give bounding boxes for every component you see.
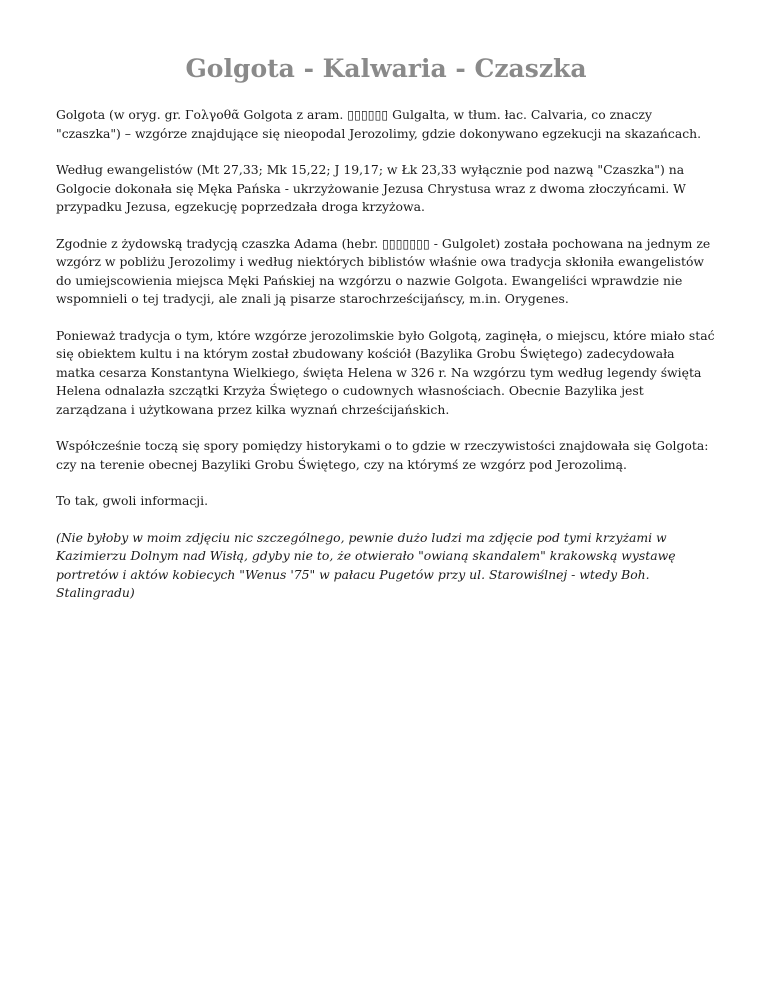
page-title: Golgota - Kalwaria - Czaszka [185,54,587,83]
paragraph-tradition: Zgodnie z żydowską tradycją czaszka Adama (hebr. ▯▯▯▯▯▯▯ - Gulgolet) została pochowana na jednym ze wzgórz w pobliżu Jerozolimy i według niektórych biblistów właśnie owa tradycja skłoniła ewangelistów do umiejscowienia miejsca Męki Pańskiej na wzgórzu o nazwie Golgota. Ewangeliści wprawdzie nie wspomnieli o tej tradycji, ale znali ją pisarze starochrześcijańscy, m.in. Orygenes. [56,235,711,306]
paragraph-closing: To tak, gwoli informacji. [56,493,209,508]
document-page [56,52,716,621]
paragraph-evangelists: Według ewangelistów (Mt 27,33; Mk 15,22; J 19,17; w Łk 23,33 wyłącznie pod nazwą "Czaszka") na Golgocie dokonała się Męka Pańska - ukrzyżowanie Jezusa Chrystusa wraz z dwoma złoczyńcami. W przypadku Jezusa, egzekucję poprzedzała droga krzyżowa. [56,162,686,214]
paragraph-definition: Golgota (w oryg. gr. Γολγοθᾶ Golgota z aram. ▯▯▯▯▯▯ Gulgalta, w tłum. łac. Calvaria, co znaczy "czaszka") – wzgórze znajdujące się nieopodal Jerozolimy, gdzie dokonywano egzekucji na skazańcach. [56,107,702,141]
italic-note: (Nie byłoby w moim zdjęciu nic szczególnego, pewnie dużo ludzi ma zdjęcie pod tymi krzyżami w Kazimierzu Dolnym nad Wisłą, gdyby nie to, że otwierało "owianą skandalem" krakowską wystawę portretów i aktów kobiecych "Wenus '75" w pałacu Pugetów przy ul. Starowiślnej - wtedy Boh. Stalingradu) [56,529,676,600]
paragraph-disputes: Współcześnie toczą się spory pomiędzy historykami o to gdzie w rzeczywistości znajdowała się Golgota: czy na terenie obecnej Bazyliki Grobu Świętego, czy na którymś ze wzgórz pod Jerozolimą. [56,438,709,472]
paragraph-basilica: Ponieważ tradycja o tym, które wzgórze jerozolimskie było Golgotą, zaginęła, o miejscu, które miało stać się obiektem kultu i na którym został zbudowany kościół (Bazylika Grobu Świętego) zadecydowała matka cesarza Konstantyna Wielkiego, święta Helena w 326 r. Na wzgórzu tym według legendy święta Helena odnalazła szczątki Krzyża Świętego o cudownych własnościach. Obecnie Bazylika jest zarządzana i użytkowana przez kilka wyznań chrześcijańskich. [56,327,715,417]
